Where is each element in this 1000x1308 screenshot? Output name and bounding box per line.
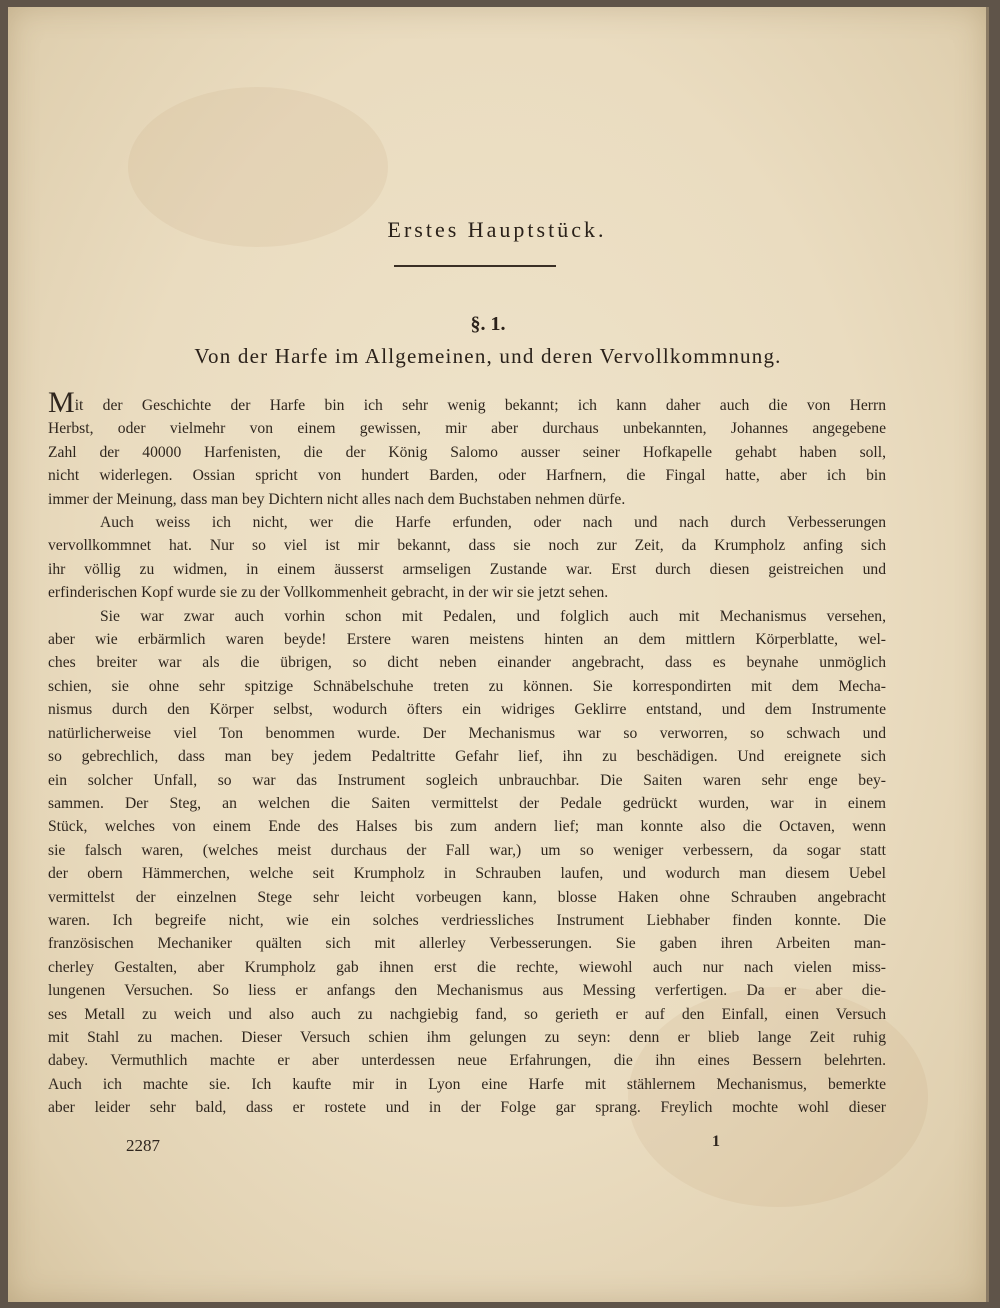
text-line: ihr völlig zu widmen, in einem äusserst armseligen Zustande war. Erst durch diesen geistreichen und	[48, 560, 886, 578]
text-line: dabey. Vermuthlich machte er aber unterdessen neue Erfahrungen, die ihn eines Bessern belehrten.	[48, 1052, 886, 1070]
text-line: der obern Hämmerchen, welche seit Krumpholz in Schrauben laufen, und wodurch man diesem Uebel	[48, 865, 886, 883]
text-line: Auch ich machte sie. Ich kaufte mir in Lyon eine Harfe mit stählernem Mechanismus, bemerkte	[48, 1075, 886, 1093]
text-line: französischen Mechaniker quälten sich mit allerley Verbesserungen. Sie gaben ihren Arbeiten man-	[48, 935, 886, 953]
text-line: schien, sie ohne sehr spitzige Schnäbelschuhe treten zu können. Sie korrespondirten mit dem Mecha-	[48, 677, 886, 695]
text-line: nicht widerlegen. Ossian spricht von hundert Barden, oder Harfnern, die Fingal hatte, aber ich bin	[48, 467, 886, 485]
text-line: aber wie erbärmlich waren beyde! Erstere waren meistens hinten an dem mittlern Körperblatte, wel-	[48, 631, 886, 649]
text-line: aber leider sehr bald, dass er rostete und in der Folge gar sprang. Freylich mochte wohl dieser	[48, 1099, 886, 1117]
body-text	[48, 386, 886, 1120]
text-line: immer der Meinung, dass man bey Dichtern nicht alles nach dem Buchstaben nehmen dürfe.	[48, 490, 626, 508]
text-line: waren. Ich begreife nicht, wie ein solches verdriessliches Instrument Liebhaber finden konnte. Die	[48, 911, 886, 929]
text-line: natürlicherweise viel Ton benommen wurde. Der Mechanismus war so verworren, so schwach und	[48, 724, 886, 742]
text-line: lungenen Versuchen. So liess er anfangs den Mechanismus aus Messing verfertigen. Da er aber die-	[48, 982, 886, 1000]
text-line: erfinderischen Kopf wurde sie zu der Vollkommenheit gebracht, in der wir sie jetzt sehen.	[48, 584, 609, 602]
page-mark: 1	[712, 1133, 720, 1150]
drop-cap: M	[48, 386, 75, 419]
text-line: Zahl der 40000 Harfenisten, die der König Salomo ausser seiner Hofkapelle gehabt haben soll,	[48, 443, 886, 461]
section-mark: §. 1.	[470, 313, 506, 335]
text-line: Mit der Geschichte der Harfe bin ich sehr wenig bekannt; ich kann daher auch die von Herrn	[48, 386, 886, 419]
text-line: so gebrechlich, dass man bey jedem Pedaltritte Gefahr lief, ihn zu beschädigen. Und ereignete sich	[48, 748, 886, 766]
printer-signature: 2287	[126, 1136, 160, 1155]
text-line: ses Metall zu weich und also auch zu nachgiebig fand, so gerieth er auf den Einfall, einen Versuch	[48, 1005, 886, 1023]
text-line: cherley Gestalten, aber Krumpholz gab ihnen erst die rechte, wiewohl auch nur nach vielen miss-	[48, 958, 886, 976]
text-line: sie falsch waren, (welches meist durchaus der Fall war,) um so weniger verbessern, da sogar statt	[48, 841, 886, 859]
text-line: vermittelst der einzelnen Stege sehr leicht vorbeugen kann, blosse Haken ohne Schrauben angebracht	[48, 888, 886, 906]
text-line: ches breiter war als die übrigen, so dicht neben einander angebracht, dass es beynahe unmöglich	[48, 654, 886, 672]
text-line: mit Stahl zu machen. Dieser Versuch schien ihm gelungen zu seyn: denn er blieb lange Zeit ruhig	[48, 1028, 886, 1046]
text-line: Auch weiss ich nicht, wer die Harfe erfunden, oder nach und nach durch Verbesserungen	[100, 514, 886, 532]
title-rule	[394, 265, 556, 267]
chapter-title: Erstes Hauptstück.	[387, 217, 607, 242]
text-line: Stück, welches von einem Ende des Halses bis zum andern lief; man konnte also die Octaven, wenn	[48, 818, 886, 836]
book-page	[8, 7, 989, 1302]
text-line: sammen. Der Steg, an welchen die Saiten vermittelst der Pedale gedrückt wurden, war in einem	[48, 794, 886, 812]
section-title: Von der Harfe im Allgemeinen, und deren Vervollkommnung.	[194, 344, 782, 368]
text-line: nismus durch den Körper selbst, wodurch öfters ein widriges Geklirre entstand, und dem Instrumente	[48, 701, 886, 719]
text-line: ein solcher Unfall, so war das Instrument sogleich unbrauchbar. Die Saiten waren sehr enge bey-	[48, 771, 886, 789]
text-line: Sie war zwar auch vorhin schon mit Pedalen, und folglich auch mit Mechanismus versehen,	[100, 607, 886, 625]
text-line: Herbst, oder vielmehr von einem gewissen, mir aber durchaus unbekannten, Johannes angegebene	[48, 420, 886, 438]
text-line: vervollkommnet hat. Nur so viel ist mir bekannt, dass sie noch zur Zeit, da Krumpholz anfing sich	[48, 537, 886, 555]
